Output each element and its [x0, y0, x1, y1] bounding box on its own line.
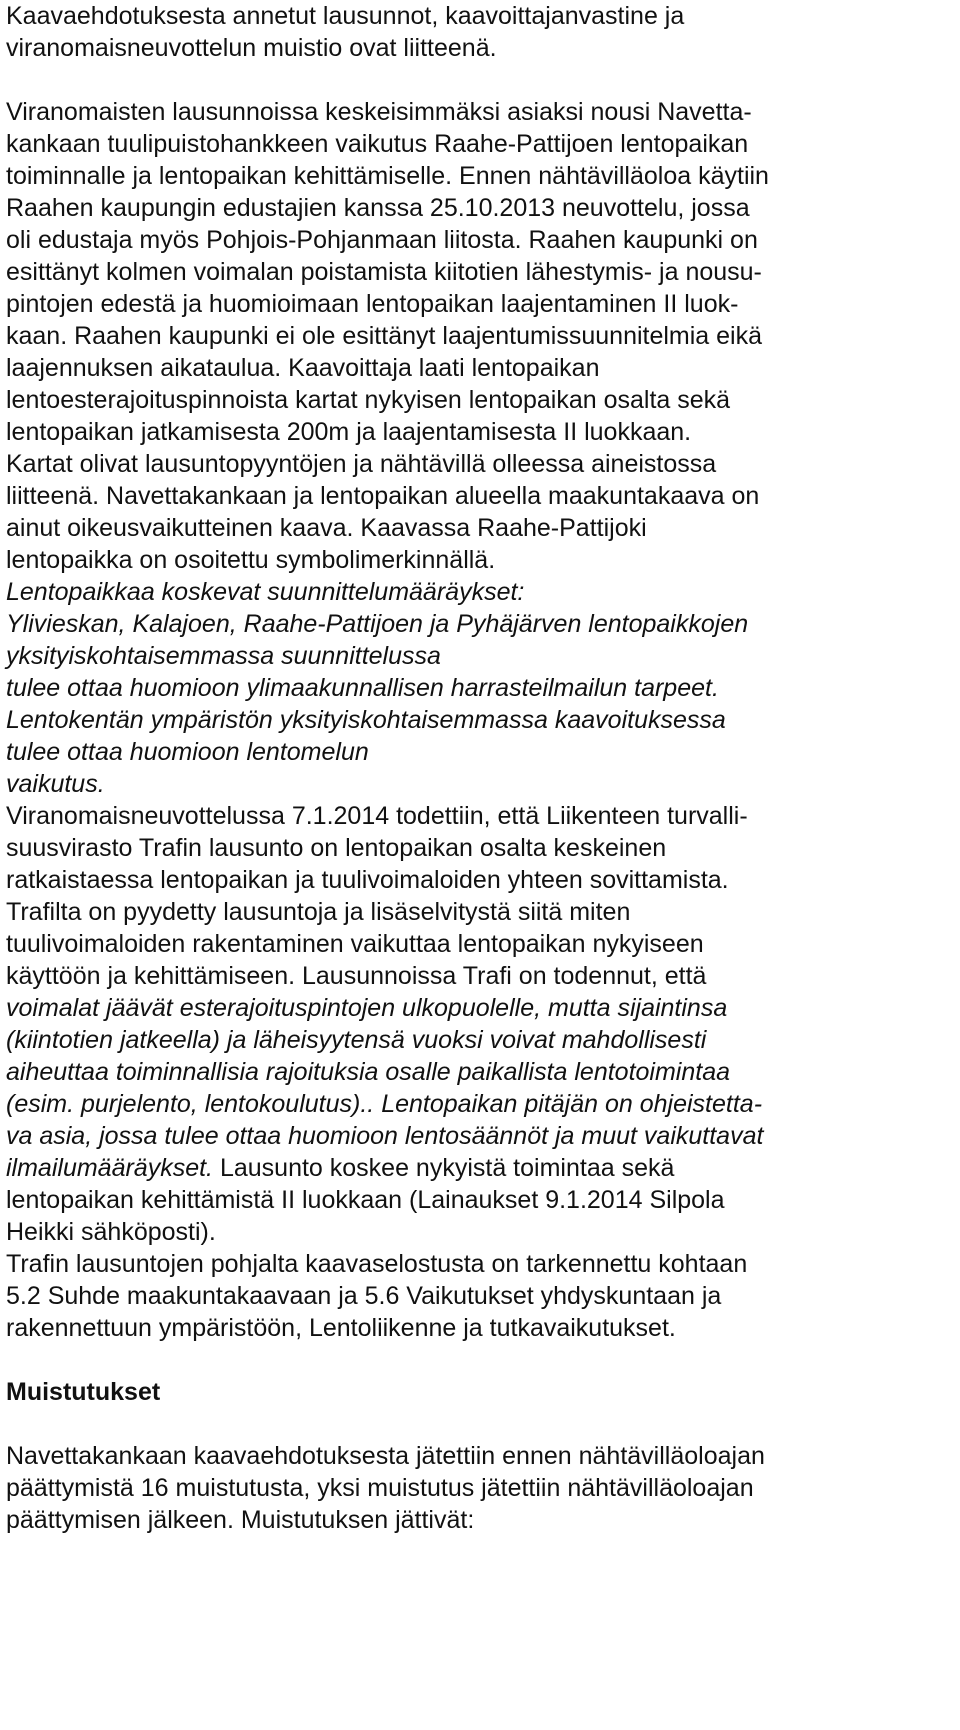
- paragraph-line: kankaan tuulipuistohankkeen vaikutus Raahe-Pattijoen lentopaikan: [6, 130, 749, 158]
- quoted-fragment: ilmailumääräykset.: [6, 1154, 214, 1182]
- paragraph-line: pintojen edestä ja huomioimaan lentopaikan laajentaminen II luok-: [6, 290, 739, 318]
- quoted-regulation-line: Lentopaikkaa koskevat suunnittelumääräykset:: [6, 578, 525, 606]
- paragraph-line: kaan. Raahen kaupunki ei ole esittänyt laajentumissuunnitelmia eikä: [6, 322, 763, 350]
- quoted-statement-line: voimalat jäävät esterajoituspintojen ulkopuolelle, mutta sijaintinsa: [6, 994, 728, 1022]
- paragraph-line: suusvirasto Trafin lausunto on lentopaikan osalta keskeinen: [6, 834, 667, 862]
- plain-fragment: Lausunto koskee nykyistä toimintaa sekä: [213, 1154, 675, 1182]
- mixed-line: [6, 1153, 674, 1183]
- paragraph-line: viranomaisneuvottelun muistio ovat liitteenä.: [6, 34, 497, 62]
- paragraph-line: Navettakankaan kaavaehdotuksesta jätettiin ennen nähtävilläoloajan: [6, 1442, 765, 1470]
- quoted-regulation-line: Lentokentän ympäristön yksityiskohtaisemmassa kaavoituksessa: [6, 706, 726, 734]
- quoted-regulation-line: vaikutus.: [6, 770, 105, 798]
- quoted-regulation-line: yksityiskohtaisemmassa suunnittelussa: [6, 642, 441, 670]
- paragraph-line: laajennuksen aikataulua. Kaavoittaja laati lentopaikan: [6, 354, 600, 382]
- quoted-fragment: Lentopaikan pitäjän on ohjeistetta-: [374, 1090, 763, 1118]
- mixed-line: [6, 1089, 762, 1119]
- paragraph-line: Viranomaisneuvottelussa 7.1.2014 todettiin, että Liikenteen turvalli-: [6, 802, 748, 830]
- paragraph-line: Viranomaisten lausunnoissa keskeisimmäksi asiaksi nousi Navetta-: [6, 98, 752, 126]
- quoted-regulation-line: tulee ottaa huomioon ylimaakunnallisen harrasteilmailun tarpeet.: [6, 674, 719, 702]
- quoted-regulation-line: tulee ottaa huomioon lentomelun: [6, 738, 369, 766]
- quoted-fragment: (esim. purjelento, lentokoulutus)..: [6, 1090, 375, 1118]
- paragraph-line: esittänyt kolmen voimalan poistamista kiitotien lähestymis- ja nousu-: [6, 258, 762, 286]
- paragraph-line: liitteenä. Navettakankaan ja lentopaikan alueella maakuntakaava on: [6, 482, 760, 510]
- paragraph-line: lentopaikan jatkamisesta 200m ja laajentamisesta II luokkaan.: [6, 418, 692, 446]
- paragraph-line: käyttöön ja kehittämiseen. Lausunnoissa Trafi on todennut, että: [6, 962, 707, 990]
- quoted-regulation-line: Ylivieskan, Kalajoen, Raahe-Pattijoen ja Pyhäjärven lentopaikkojen: [6, 610, 749, 638]
- paragraph-line: lentopaikan kehittämistä II luokkaan (Lainaukset 9.1.2014 Silpola: [6, 1186, 725, 1214]
- section-heading: Muistutukset: [6, 1378, 161, 1406]
- quoted-statement-line: aiheuttaa toiminnallisia rajoituksia osalle paikallista lentotoimintaa: [6, 1058, 731, 1086]
- paragraph-line: Raahen kaupungin edustajien kanssa 25.10.2013 neuvottelu, jossa: [6, 194, 750, 222]
- paragraph-line: 5.2 Suhde maakuntakaavaan ja 5.6 Vaikutukset yhdyskuntaan ja: [6, 1282, 722, 1310]
- quoted-statement-line: (kiintotien jatkeella) ja läheisyytensä vuoksi voivat mahdollisesti: [6, 1026, 707, 1054]
- paragraph-line: Trafilta on pyydetty lausuntoja ja lisäselvitystä siitä miten: [6, 898, 631, 926]
- paragraph-line: Trafin lausuntojen pohjalta kaavaselostusta on tarkennettu kohtaan: [6, 1250, 748, 1278]
- paragraph-line: lentoesterajoituspinnoista kartat nykyisen lentopaikan osalta sekä: [6, 386, 731, 414]
- paragraph-line: toiminnalle ja lentopaikan kehittämiselle. Ennen nähtävilläoloa käytiin: [6, 162, 769, 190]
- paragraph-line: ainut oikeusvaikutteinen kaava. Kaavassa Raahe-Pattijoki: [6, 514, 647, 542]
- paragraph-line: lentopaikka on osoitettu symbolimerkinnällä.: [6, 546, 496, 574]
- paragraph-line: Heikki sähköposti).: [6, 1218, 216, 1246]
- paragraph-line: ratkaistaessa lentopaikan ja tuulivoimaloiden yhteen sovittamista.: [6, 866, 729, 894]
- paragraph-line: Kaavaehdotuksesta annetut lausunnot, kaavoittajanvastine ja: [6, 2, 685, 30]
- paragraph-line: oli edustaja myös Pohjois-Pohjanmaan liitosta. Raahen kaupunki on: [6, 226, 758, 254]
- paragraph-line: Kartat olivat lausuntopyyntöjen ja nähtävillä olleessa aineistossa: [6, 450, 717, 478]
- paragraph-line: päättymistä 16 muistutusta, yksi muistutus jätettiin nähtävilläoloajan: [6, 1474, 754, 1502]
- paragraph-line: päättymisen jälkeen. Muistutuksen jättivät:: [6, 1506, 475, 1534]
- paragraph-line: rakennettuun ympäristöön, Lentoliikenne ja tutkavaikutukset.: [6, 1314, 676, 1342]
- paragraph-line: tuulivoimaloiden rakentaminen vaikuttaa lentopaikan nykyiseen: [6, 930, 704, 958]
- quoted-statement-line: va asia, jossa tulee ottaa huomioon lentosäännöt ja muut vaikuttavat: [6, 1122, 764, 1150]
